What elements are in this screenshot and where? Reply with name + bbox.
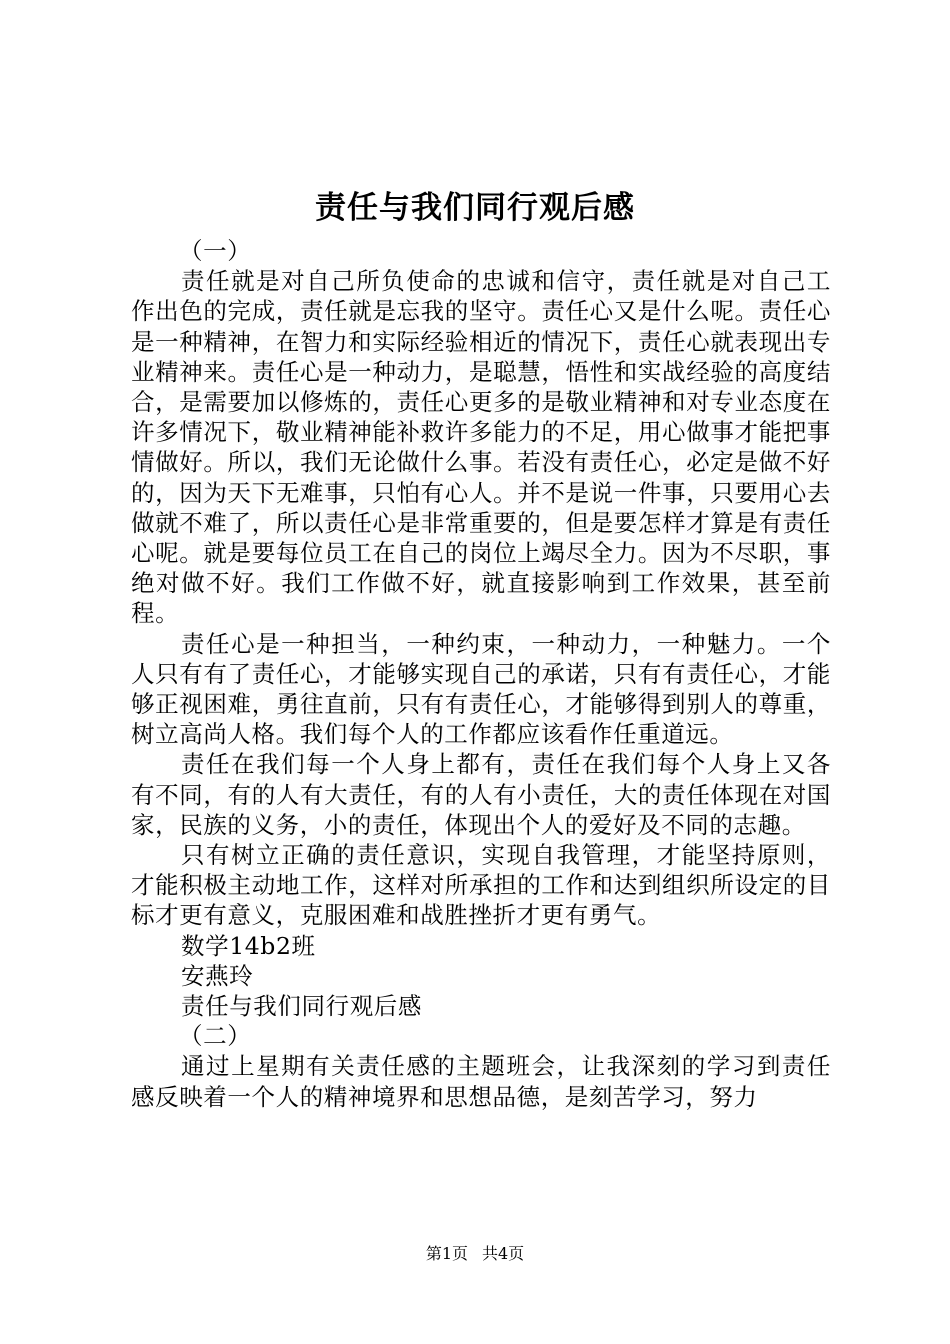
page-total: 共4页 xyxy=(482,1244,525,1263)
paragraph-1: 责任就是对自己所负使命的忠诚和信守，责任就是对自己工作出色的完成，责任就是忘我的坚守。责任心又是什么呢。责任心是一种精神，在智力和实际经验相近的情况下，责任心就表现出专业精神来。责任心是一种动力，是聪慧，悟性和实战经验的高度结合，是需要加以修炼的，责任心更多的是敬业精神和对专业态度在许多情况下，敬业精神能补救许多能力的不足，用心做事才能把事情做好。所以，我们无论做什么事。若没有责任心，必定是做不好的，因为天下无难事，只怕有心人。并不是说一件事，只要用心去做就不难了，所以责任心是非常重要的，但是要怎样才算是有责任心呢。就是要每位员工在自己的岗位上竭尽全力。因为不尽职，事绝对做不好。我们工作做不好，就直接影响到工作效果，甚至前程。 xyxy=(131,267,831,628)
section-1-label: （一） xyxy=(179,237,252,265)
document-body xyxy=(131,236,831,1112)
repeat-title: 责任与我们同行观后感 xyxy=(181,992,422,1021)
page-number: 第1页 xyxy=(425,1244,468,1263)
paragraph-3: 责任在我们每一个人身上都有，责任在我们每个人身上又各有不同，有的人有大责任，有的人有小责任，大的责任体现在对国家，民族的义务，小的责任，体现出个人的爱好及不同的志趣。 xyxy=(131,750,831,839)
page-footer xyxy=(0,1243,950,1265)
document-title: 责任与我们同行观后感 xyxy=(315,190,635,226)
class-name: 数学14b2班 xyxy=(181,931,316,960)
paragraph-2: 责任心是一种担当，一种约束，一种动力，一种魅力。一个人只有有了责任心，才能够实现自己的承诺，只有有责任心，才能够正视困难，勇往直前，只有有责任心，才能够得到别人的尊重，树立高尚人格。我们每个人的工作都应该看作任重道远。 xyxy=(131,629,831,749)
author-name: 安燕玲 xyxy=(181,961,254,990)
section-2-paragraph: 通过上星期有关责任感的主题班会，让我深刻的学习到责任感反映着一个人的精神境界和思想品德，是刻苦学习，努力 xyxy=(131,1052,831,1111)
paragraph-4: 只有树立正确的责任意识，实现自我管理，才能坚持原则，才能积极主动地工作，这样对所承担的工作和达到组织所设定的目标才更有意义，克服困难和战胜挫折才更有勇气。 xyxy=(131,841,831,930)
section-2-label: （二） xyxy=(179,1022,252,1051)
